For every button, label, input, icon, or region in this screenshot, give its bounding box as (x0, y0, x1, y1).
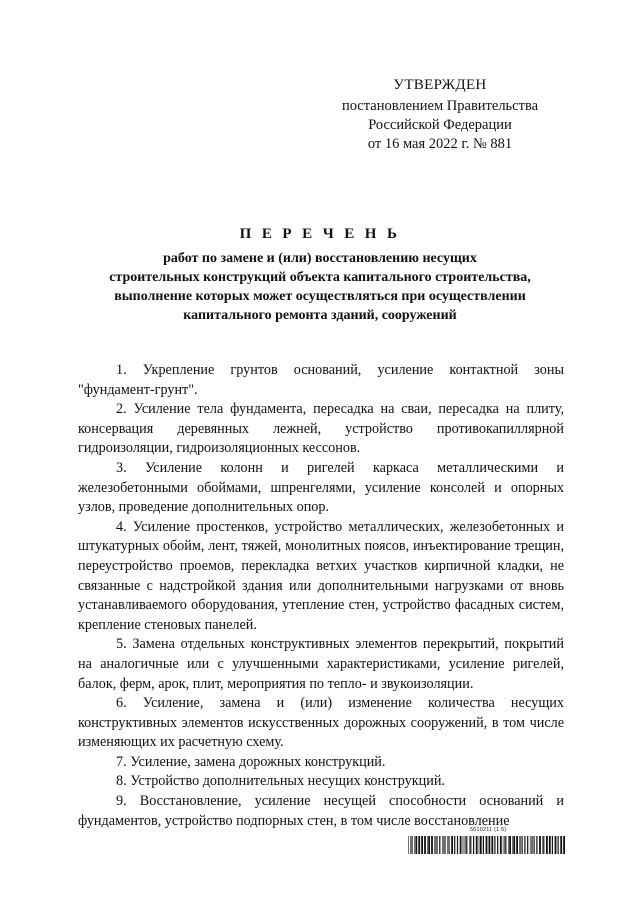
subtitle-line: выполнение которых может осуществляться при осуществлении (114, 289, 526, 304)
subtitle-line: работ по замене и (или) восстановлению несущих (163, 251, 477, 266)
list-item-1: 1. Укрепление грунтов оснований, усиление контактной зоны "фундамент-грунт". (78, 362, 564, 398)
barcode-bar (424, 836, 426, 854)
barcode-bar (469, 836, 470, 854)
barcode-bar (497, 836, 498, 854)
barcode-bar (434, 836, 435, 854)
barcode-bar (476, 836, 478, 854)
barcode-bar (460, 836, 462, 854)
barcode-bar (428, 836, 430, 854)
list-item-4: 4. Усиление простенков, устройство металлических, железобетонных и штукатурных обойм, лент, тяжей, монолитных поясов, инъектирование трещин, переустройство проемов, перекладка ветхих участков кирпичной кладки, не связанные с надстройкой здания или дополнительными нагрузками от вновь устанавливаемого оборудования, утепление стен, устройство фасадных систем, крепление стеновых панелей. (78, 518, 564, 633)
barcode-bar (504, 836, 505, 854)
barcode-bar (543, 836, 544, 854)
barcode-bar (546, 836, 548, 854)
barcode-bar (491, 836, 493, 854)
barcode-bar (418, 836, 420, 854)
barcode-bar (519, 836, 520, 854)
barcode-bar (513, 836, 515, 854)
barcode-bar (443, 836, 444, 854)
barcode-bar (442, 836, 443, 854)
barcode-bar (512, 836, 513, 854)
barcode-bar (466, 836, 467, 854)
barcode-bar (494, 836, 495, 854)
barcode-bar (509, 836, 511, 854)
barcode-icon (408, 836, 566, 854)
barcode-bar (522, 836, 523, 854)
barcode-bar (454, 836, 455, 854)
list-item-2: 2. Усиление тела фундамента, пересадка на сваи, пересадка на плиту, консервация деревянных лежней, устройство противокапиллярной гидроизоляции, гидроизоляционных кессонов. (78, 401, 564, 457)
barcode-bar (527, 836, 528, 854)
barcode-bar (534, 836, 535, 854)
barcode-bar (480, 836, 482, 854)
barcode-bar (457, 836, 458, 854)
barcode-bar (410, 836, 411, 854)
barcode-bar (463, 836, 464, 854)
barcode-bar (431, 836, 433, 854)
barcode-bar (503, 836, 504, 854)
list-item-6: 6. Усиление, замена и (или) изменение количества несущих конструктивных элементов искусственных дорожных сооружений, в том числе изменяющих их расчетную схему. (78, 695, 564, 751)
document-title: П Е Р Е Ч Е Н Ь (239, 226, 401, 242)
barcode-bar (486, 836, 488, 854)
barcode-bar (558, 836, 559, 854)
barcode-bar (421, 836, 423, 854)
approval-line-1: постановлением Правительства (341, 98, 539, 114)
barcode-bar (520, 836, 521, 854)
barcode-bar (552, 836, 553, 854)
barcode-bar (411, 836, 412, 854)
barcode-bar (448, 836, 449, 854)
barcode-bar (489, 836, 491, 854)
barcode-bar (531, 836, 532, 854)
barcode-bar (532, 836, 533, 854)
barcode-bar (563, 836, 565, 854)
approval-title: УТВЕРЖДЕН (393, 77, 487, 93)
barcode-bar (464, 836, 465, 854)
list-item-3: 3. Усиление колонн и ригелей каркаса металлическими и железобетонными обоймами, шпренгелями, усиление консолей и опорных узлов, проведение дополнительных опор. (78, 459, 564, 516)
barcode-bar (414, 836, 415, 854)
barcode-bar (549, 836, 551, 854)
barcode-bar (408, 836, 409, 854)
barcode-bar (436, 836, 437, 854)
barcode-bar (470, 836, 471, 854)
document-subtitle (80, 249, 560, 325)
barcode-bar (465, 836, 466, 854)
approval-line-2: Российской Федерации (368, 117, 512, 133)
list-item-9: 9. Восстановление, усиление несущей способности оснований и фундаментов, устройство подпорных стен, в том числе восстановление (78, 793, 564, 829)
barcode-bar (555, 836, 557, 854)
barcode-bar (539, 836, 541, 854)
barcode-bar (479, 836, 480, 854)
barcode-bar (415, 836, 417, 854)
barcode-bar (530, 836, 531, 854)
barcode-bar (427, 836, 428, 854)
document-body (78, 361, 564, 831)
barcode-bar (473, 836, 474, 854)
barcode-bar (505, 836, 506, 854)
approval-line-3: от 16 мая 2022 г. № 881 (367, 136, 513, 152)
barcode-bar (536, 836, 537, 854)
barcode-bar (542, 836, 543, 854)
barcode-bar (483, 836, 484, 854)
list-item-7: 7. Усиление, замена дорожных конструкций. (116, 753, 386, 770)
barcode-bar (447, 836, 448, 854)
list-item-8: 8. Устройство дополнительных несущих конструкций. (116, 773, 445, 790)
barcode-bar (500, 836, 502, 854)
subtitle-line: строительных конструкций объекта капитального строительства, (109, 270, 531, 285)
barcode-bar (524, 836, 525, 854)
barcode-bar (560, 836, 562, 854)
document-stamp-code: 5610211 (1.5) (470, 827, 507, 833)
barcode-bar (516, 836, 518, 854)
subtitle-line: капитального ремонта зданий, сооружений (183, 308, 457, 323)
barcode-bar (508, 836, 509, 854)
approval-stamp (330, 76, 550, 154)
list-item-5: 5. Замена отдельных конструктивных элементов перекрытий, покрытий на аналогичные или с улучшенными характеристиками, усиление ригелей, балок, ферм, арок, плит, мероприятия по тепло- и звукоизоляции. (78, 636, 564, 692)
barcode-bar (451, 836, 453, 854)
barcode-bar (435, 836, 436, 854)
barcode-bar (439, 836, 440, 854)
barcode-bar (444, 836, 445, 854)
